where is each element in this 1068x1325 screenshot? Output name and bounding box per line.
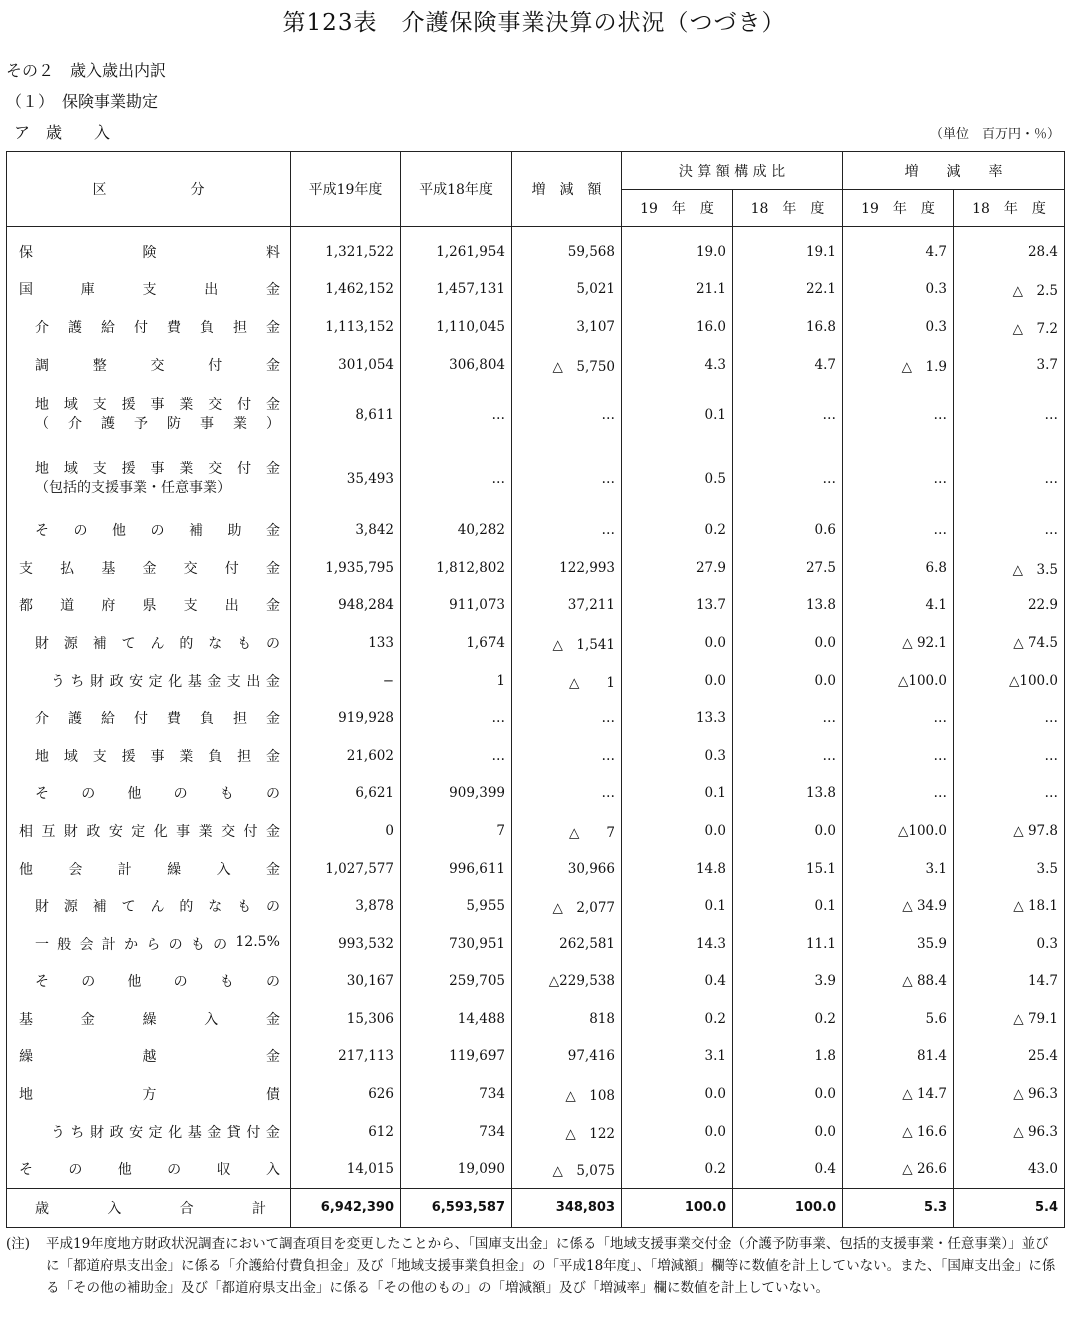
table-row bbox=[7, 1150, 1065, 1188]
cell-h18: 5,955 bbox=[401, 887, 512, 925]
cell-h19: 6,621 bbox=[291, 775, 401, 813]
row-label-cell bbox=[7, 227, 291, 271]
cell-h19: 1,935,795 bbox=[291, 549, 401, 587]
cell-ratio18: … bbox=[733, 383, 843, 447]
cell-rate18: 14.7 bbox=[954, 963, 1065, 1001]
row-label: 繰 越 金 bbox=[19, 1049, 280, 1066]
cell-h18: 1,457,131 bbox=[401, 271, 512, 309]
cell-ratio18: … bbox=[733, 447, 843, 511]
cell-rate19: 4.7 bbox=[843, 227, 954, 271]
cell-rate18: 0.3 bbox=[954, 925, 1065, 963]
row-label-cell bbox=[7, 1150, 291, 1188]
row-label: 基 金 繰 入 金 bbox=[19, 1011, 280, 1028]
cell-h18: 909,399 bbox=[401, 775, 512, 813]
cell-ratio18: 0.0 bbox=[733, 812, 843, 850]
cell-rate18: △ 96.3 bbox=[954, 1113, 1065, 1151]
row-label: そ の 他 の 補 助 金 bbox=[35, 523, 280, 540]
row-label: 一 般 会 計 か ら の も の 12.5% bbox=[35, 933, 280, 953]
row-label: 調 整 交 付 金 bbox=[35, 357, 280, 374]
row-label-cell bbox=[7, 662, 291, 700]
cell-h19: 6,942,390 bbox=[291, 1189, 401, 1228]
cell-h19: 217,113 bbox=[291, 1038, 401, 1076]
cell-h19: 3,878 bbox=[291, 887, 401, 925]
cell-diff: △ 108 bbox=[512, 1075, 622, 1113]
cell-ratio19: 100.0 bbox=[622, 1189, 733, 1228]
table-row bbox=[7, 511, 1065, 549]
table-row bbox=[7, 271, 1065, 309]
table-row bbox=[7, 1038, 1065, 1076]
cell-rate18: … bbox=[954, 511, 1065, 549]
cell-diff: 122,993 bbox=[512, 549, 622, 587]
cell-rate19: 5.6 bbox=[843, 1000, 954, 1038]
row-label: そ の 他 の も の bbox=[35, 974, 280, 991]
cell-h19: 626 bbox=[291, 1075, 401, 1113]
table-row bbox=[7, 308, 1065, 346]
cell-diff: … bbox=[512, 511, 622, 549]
row-label-cell bbox=[7, 271, 291, 309]
cell-ratio19: 0.0 bbox=[622, 662, 733, 700]
cell-ratio19: 0.0 bbox=[622, 624, 733, 662]
header-rate: 増 減 率 bbox=[843, 152, 1065, 190]
cell-h18: … bbox=[401, 383, 512, 447]
cell-rate18: 5.4 bbox=[954, 1189, 1065, 1228]
table-row bbox=[7, 447, 1065, 511]
cell-ratio18: 13.8 bbox=[733, 587, 843, 625]
cell-rate18: … bbox=[954, 775, 1065, 813]
cell-h18: 306,804 bbox=[401, 346, 512, 384]
row-label-cell bbox=[7, 383, 291, 447]
cell-ratio18: 19.1 bbox=[733, 227, 843, 271]
cell-h19: 1,462,152 bbox=[291, 271, 401, 309]
cell-ratio19: 0.2 bbox=[622, 511, 733, 549]
cell-ratio19: 0.1 bbox=[622, 383, 733, 447]
cell-ratio19: 0.4 bbox=[622, 963, 733, 1001]
cell-ratio18: 16.8 bbox=[733, 308, 843, 346]
row-label: 財 源 補 て ん 的 な も の bbox=[35, 635, 280, 652]
row-label: 国 庫 支 出 金 bbox=[19, 282, 280, 299]
cell-diff: 348,803 bbox=[512, 1189, 622, 1228]
cell-ratio18: 13.8 bbox=[733, 775, 843, 813]
cell-rate19: … bbox=[843, 383, 954, 447]
row-label: 地 域 支 援 事 業 交 付 金 （ 介 護 予 防 事 業 ） bbox=[35, 397, 280, 433]
cell-ratio18: … bbox=[733, 699, 843, 737]
row-label-cell bbox=[7, 963, 291, 1001]
cell-h19: 15,306 bbox=[291, 1000, 401, 1038]
cell-rate19: … bbox=[843, 699, 954, 737]
cell-ratio18: 4.7 bbox=[733, 346, 843, 384]
cell-rate19: 35.9 bbox=[843, 925, 954, 963]
footnote-text: 平成19年度地方財政状況調査において調査項目を変更したことから、「国庫支出金」に係る「地域支援事業交付金（介護予防事業、包括的支援事業・任意事業）」並びに「都道府県支出金」に係る「介護給付費負担金」及び「地域支援事業負担金」の「平成18年度」、「増減額」欄等に数値を計上していない。また、「国庫支出金」に係る「その他の補助金」及び「都道府県支出金」に係る「その他のもの」の「増減額」及び「増減率」欄に数値を計上していない。 bbox=[46, 1236, 1056, 1296]
cell-diff: 262,581 bbox=[512, 925, 622, 963]
row-label-cell bbox=[7, 511, 291, 549]
cell-rate19: △ 34.9 bbox=[843, 887, 954, 925]
page-title: 第123表 介護保険事業決算の状況（つづき） bbox=[282, 10, 786, 36]
header-ratio: 決 算 額 構 成 比 bbox=[622, 152, 843, 190]
header-rate-19: 19 年 度 bbox=[843, 190, 954, 227]
total-label-cell bbox=[7, 1189, 291, 1228]
cell-h18: 1,261,954 bbox=[401, 227, 512, 271]
row-label: 介 護 給 付 費 負 担 金 bbox=[35, 711, 280, 728]
footnote-lead: (注) bbox=[6, 1236, 31, 1252]
cell-h18: … bbox=[401, 737, 512, 775]
cell-h19: 133 bbox=[291, 624, 401, 662]
row-label: 保 険 料 bbox=[19, 244, 280, 261]
cell-rate18: 43.0 bbox=[954, 1150, 1065, 1188]
cell-ratio19: 0.2 bbox=[622, 1000, 733, 1038]
row-label-cell bbox=[7, 308, 291, 346]
row-label-cell bbox=[7, 699, 291, 737]
cell-diff: 5,021 bbox=[512, 271, 622, 309]
header-kubun: 区 分 bbox=[7, 152, 291, 227]
cell-diff: △ 2,077 bbox=[512, 887, 622, 925]
cell-h19: 21,602 bbox=[291, 737, 401, 775]
cell-h19: 35,493 bbox=[291, 447, 401, 511]
subsection-heading: （１） 保険事業勘定 bbox=[6, 92, 159, 111]
cell-rate19: △ 88.4 bbox=[843, 963, 954, 1001]
cell-h19: 14,015 bbox=[291, 1150, 401, 1188]
cell-h19: 919,928 bbox=[291, 699, 401, 737]
row-label: う ち 財 政 安 定 化 基 金 支 出 金 bbox=[51, 673, 280, 690]
table-row bbox=[7, 925, 1065, 963]
cell-ratio19: 27.9 bbox=[622, 549, 733, 587]
table-row bbox=[7, 812, 1065, 850]
row-label-cell bbox=[7, 812, 291, 850]
cell-rate19: △ 1.9 bbox=[843, 346, 954, 384]
cell-diff: △229,538 bbox=[512, 963, 622, 1001]
cell-h19: 3,842 bbox=[291, 511, 401, 549]
cell-rate18: 3.7 bbox=[954, 346, 1065, 384]
cell-diff: 818 bbox=[512, 1000, 622, 1038]
table-row bbox=[7, 227, 1065, 271]
table-row bbox=[7, 775, 1065, 813]
cell-diff: △ 122 bbox=[512, 1113, 622, 1151]
cell-rate18: △ 74.5 bbox=[954, 624, 1065, 662]
cell-rate19: … bbox=[843, 737, 954, 775]
cell-h18: 1,110,045 bbox=[401, 308, 512, 346]
cell-h19: 612 bbox=[291, 1113, 401, 1151]
cell-ratio18: 1.8 bbox=[733, 1038, 843, 1076]
table-row bbox=[7, 1113, 1065, 1151]
cell-rate18: △ 96.3 bbox=[954, 1075, 1065, 1113]
cell-ratio19: 14.8 bbox=[622, 850, 733, 888]
cell-ratio19: 13.3 bbox=[622, 699, 733, 737]
row-label: 相 互 財 政 安 定 化 事 業 交 付 金 bbox=[19, 823, 280, 840]
row-label: 介 護 給 付 費 負 担 金 bbox=[35, 319, 280, 336]
cell-ratio19: 0.1 bbox=[622, 775, 733, 813]
revenue-table bbox=[6, 151, 1065, 1228]
row-label-cell bbox=[7, 737, 291, 775]
section-heading: その２ 歳入歳出内訳 bbox=[6, 61, 167, 80]
cell-rate19: △ 14.7 bbox=[843, 1075, 954, 1113]
row-label-cell bbox=[7, 1113, 291, 1151]
row-label: 他 会 計 繰 入 金 bbox=[19, 861, 280, 878]
cell-h19: 301,054 bbox=[291, 346, 401, 384]
cell-ratio18: 3.9 bbox=[733, 963, 843, 1001]
cell-ratio18: 0.0 bbox=[733, 662, 843, 700]
cell-h18: 40,282 bbox=[401, 511, 512, 549]
cell-h18: 1,674 bbox=[401, 624, 512, 662]
cell-diff: … bbox=[512, 447, 622, 511]
cell-rate18: … bbox=[954, 699, 1065, 737]
cell-ratio18: 0.0 bbox=[733, 624, 843, 662]
cell-ratio18: 27.5 bbox=[733, 549, 843, 587]
cell-rate18: △ 18.1 bbox=[954, 887, 1065, 925]
cell-rate18: △ 79.1 bbox=[954, 1000, 1065, 1038]
cell-ratio18: 0.4 bbox=[733, 1150, 843, 1188]
row-label-cell bbox=[7, 1038, 291, 1076]
row-label: 都 道 府 県 支 出 金 bbox=[19, 598, 280, 615]
row-label: 支 払 基 金 交 付 金 bbox=[19, 560, 280, 577]
table-body bbox=[7, 227, 1065, 1228]
row-label: 地 域 支 援 事 業 負 担 金 bbox=[35, 748, 280, 765]
cell-diff: 30,966 bbox=[512, 850, 622, 888]
cell-rate19: 6.8 bbox=[843, 549, 954, 587]
cell-h18: 734 bbox=[401, 1075, 512, 1113]
cell-h18: 6,593,587 bbox=[401, 1189, 512, 1228]
row-label-cell bbox=[7, 1075, 291, 1113]
row-label-cell bbox=[7, 447, 291, 511]
row-label: 財 源 補 て ん 的 な も の bbox=[35, 899, 280, 916]
cell-ratio19: 14.3 bbox=[622, 925, 733, 963]
row-label: そ の 他 の 収 入 bbox=[19, 1162, 280, 1179]
cell-ratio19: 0.1 bbox=[622, 887, 733, 925]
cell-rate19: △ 92.1 bbox=[843, 624, 954, 662]
cell-ratio18: 0.6 bbox=[733, 511, 843, 549]
cell-h19: 30,167 bbox=[291, 963, 401, 1001]
cell-ratio19: 19.0 bbox=[622, 227, 733, 271]
cell-rate18: 28.4 bbox=[954, 227, 1065, 271]
row-label-cell bbox=[7, 925, 291, 963]
header-h18: 平成18年度 bbox=[401, 152, 512, 227]
cell-h19: 993,532 bbox=[291, 925, 401, 963]
cell-diff: △ 7 bbox=[512, 812, 622, 850]
cell-rate19: 0.3 bbox=[843, 308, 954, 346]
cell-ratio18: 0.0 bbox=[733, 1075, 843, 1113]
table-row bbox=[7, 624, 1065, 662]
cell-ratio19: 0.0 bbox=[622, 1113, 733, 1151]
header-h19: 平成19年度 bbox=[291, 152, 401, 227]
cell-rate18: … bbox=[954, 383, 1065, 447]
row-label-cell bbox=[7, 587, 291, 625]
cell-rate19: 3.1 bbox=[843, 850, 954, 888]
cell-rate19: △100.0 bbox=[843, 662, 954, 700]
cell-rate18: △ 3.5 bbox=[954, 549, 1065, 587]
cell-rate18: 22.9 bbox=[954, 587, 1065, 625]
cell-ratio18: 22.1 bbox=[733, 271, 843, 309]
cell-ratio19: 0.3 bbox=[622, 737, 733, 775]
cell-h18: 259,705 bbox=[401, 963, 512, 1001]
cell-diff: △ 5,075 bbox=[512, 1150, 622, 1188]
cell-rate18: … bbox=[954, 447, 1065, 511]
cell-h18: 119,697 bbox=[401, 1038, 512, 1076]
table-row bbox=[7, 549, 1065, 587]
cell-rate19: 4.1 bbox=[843, 587, 954, 625]
row-label-cell bbox=[7, 775, 291, 813]
cell-ratio19: 0.0 bbox=[622, 812, 733, 850]
table-row bbox=[7, 587, 1065, 625]
table-row bbox=[7, 699, 1065, 737]
table-row bbox=[7, 1000, 1065, 1038]
cell-ratio19: 3.1 bbox=[622, 1038, 733, 1076]
cell-ratio18: 0.1 bbox=[733, 887, 843, 925]
total-row bbox=[7, 1189, 1065, 1228]
table-heading: ア 歳 入 bbox=[14, 123, 111, 142]
cell-h18: … bbox=[401, 447, 512, 511]
cell-h18: 911,073 bbox=[401, 587, 512, 625]
cell-diff: … bbox=[512, 383, 622, 447]
row-label-cell bbox=[7, 346, 291, 384]
cell-h18: 19,090 bbox=[401, 1150, 512, 1188]
cell-diff: … bbox=[512, 737, 622, 775]
cell-diff: 59,568 bbox=[512, 227, 622, 271]
cell-h19: − bbox=[291, 662, 401, 700]
cell-ratio18: 0.0 bbox=[733, 1113, 843, 1151]
table-row bbox=[7, 662, 1065, 700]
cell-ratio19: 13.7 bbox=[622, 587, 733, 625]
cell-ratio19: 16.0 bbox=[622, 308, 733, 346]
cell-rate19: … bbox=[843, 775, 954, 813]
footnote bbox=[6, 1233, 1062, 1299]
cell-rate19: … bbox=[843, 447, 954, 511]
cell-h19: 8,611 bbox=[291, 383, 401, 447]
cell-h18: 1 bbox=[401, 662, 512, 700]
cell-h19: 1,027,577 bbox=[291, 850, 401, 888]
cell-rate18: △ 7.2 bbox=[954, 308, 1065, 346]
cell-rate19: 0.3 bbox=[843, 271, 954, 309]
row-label-cell bbox=[7, 1000, 291, 1038]
cell-diff: … bbox=[512, 775, 622, 813]
cell-h18: 1,812,802 bbox=[401, 549, 512, 587]
header-ratio-18: 18 年 度 bbox=[733, 190, 843, 227]
cell-diff: 37,211 bbox=[512, 587, 622, 625]
cell-rate19: △ 26.6 bbox=[843, 1150, 954, 1188]
cell-h19: 1,321,522 bbox=[291, 227, 401, 271]
cell-h18: 734 bbox=[401, 1113, 512, 1151]
cell-ratio19: 0.0 bbox=[622, 1075, 733, 1113]
header-diff: 増 減 額 bbox=[512, 152, 622, 227]
cell-h19: 948,284 bbox=[291, 587, 401, 625]
unit-label: （単位 百万円・％） bbox=[929, 127, 1060, 142]
table-row bbox=[7, 963, 1065, 1001]
cell-ratio19: 0.2 bbox=[622, 1150, 733, 1188]
cell-rate19: 81.4 bbox=[843, 1038, 954, 1076]
cell-rate18: △100.0 bbox=[954, 662, 1065, 700]
cell-ratio18: 15.1 bbox=[733, 850, 843, 888]
cell-h18: 996,611 bbox=[401, 850, 512, 888]
cell-rate19: △100.0 bbox=[843, 812, 954, 850]
row-label: う ち 財 政 安 定 化 基 金 貸 付 金 bbox=[51, 1124, 280, 1141]
cell-diff: … bbox=[512, 699, 622, 737]
cell-diff: △ 1,541 bbox=[512, 624, 622, 662]
cell-rate18: △ 97.8 bbox=[954, 812, 1065, 850]
cell-rate18: 25.4 bbox=[954, 1038, 1065, 1076]
row-label: 歳 入 合 計 bbox=[35, 1200, 266, 1217]
cell-h19: 0 bbox=[291, 812, 401, 850]
table-row bbox=[7, 1075, 1065, 1113]
cell-h18: … bbox=[401, 699, 512, 737]
cell-h18: 14,488 bbox=[401, 1000, 512, 1038]
cell-rate18: … bbox=[954, 737, 1065, 775]
header-rate-18: 18 年 度 bbox=[954, 190, 1065, 227]
table-row bbox=[7, 383, 1065, 447]
table-row bbox=[7, 850, 1065, 888]
header-ratio-19: 19 年 度 bbox=[622, 190, 733, 227]
cell-ratio18: 0.2 bbox=[733, 1000, 843, 1038]
row-label: 地 方 債 bbox=[19, 1087, 280, 1104]
cell-ratio19: 0.5 bbox=[622, 447, 733, 511]
cell-diff: 97,416 bbox=[512, 1038, 622, 1076]
row-label-cell bbox=[7, 624, 291, 662]
cell-ratio18: 11.1 bbox=[733, 925, 843, 963]
table-row bbox=[7, 737, 1065, 775]
row-label: 地 域 支 援 事 業 交 付 金 （包括的支援事業・任意事業） bbox=[35, 461, 280, 497]
cell-h19: 1,113,152 bbox=[291, 308, 401, 346]
row-label-cell bbox=[7, 887, 291, 925]
cell-ratio18: … bbox=[733, 737, 843, 775]
cell-ratio19: 21.1 bbox=[622, 271, 733, 309]
cell-rate19: … bbox=[843, 511, 954, 549]
cell-h18: 730,951 bbox=[401, 925, 512, 963]
cell-rate18: △ 2.5 bbox=[954, 271, 1065, 309]
cell-ratio18: 100.0 bbox=[733, 1189, 843, 1228]
row-label-cell bbox=[7, 850, 291, 888]
table-row bbox=[7, 887, 1065, 925]
table-row bbox=[7, 346, 1065, 384]
cell-diff: 3,107 bbox=[512, 308, 622, 346]
cell-diff: △ 5,750 bbox=[512, 346, 622, 384]
cell-h18: 7 bbox=[401, 812, 512, 850]
cell-rate19: △ 16.6 bbox=[843, 1113, 954, 1151]
row-label-cell bbox=[7, 549, 291, 587]
cell-ratio19: 4.3 bbox=[622, 346, 733, 384]
cell-rate18: 3.5 bbox=[954, 850, 1065, 888]
row-label: そ の 他 の も の bbox=[35, 786, 280, 803]
cell-rate19: 5.3 bbox=[843, 1189, 954, 1228]
cell-diff: △ 1 bbox=[512, 662, 622, 700]
